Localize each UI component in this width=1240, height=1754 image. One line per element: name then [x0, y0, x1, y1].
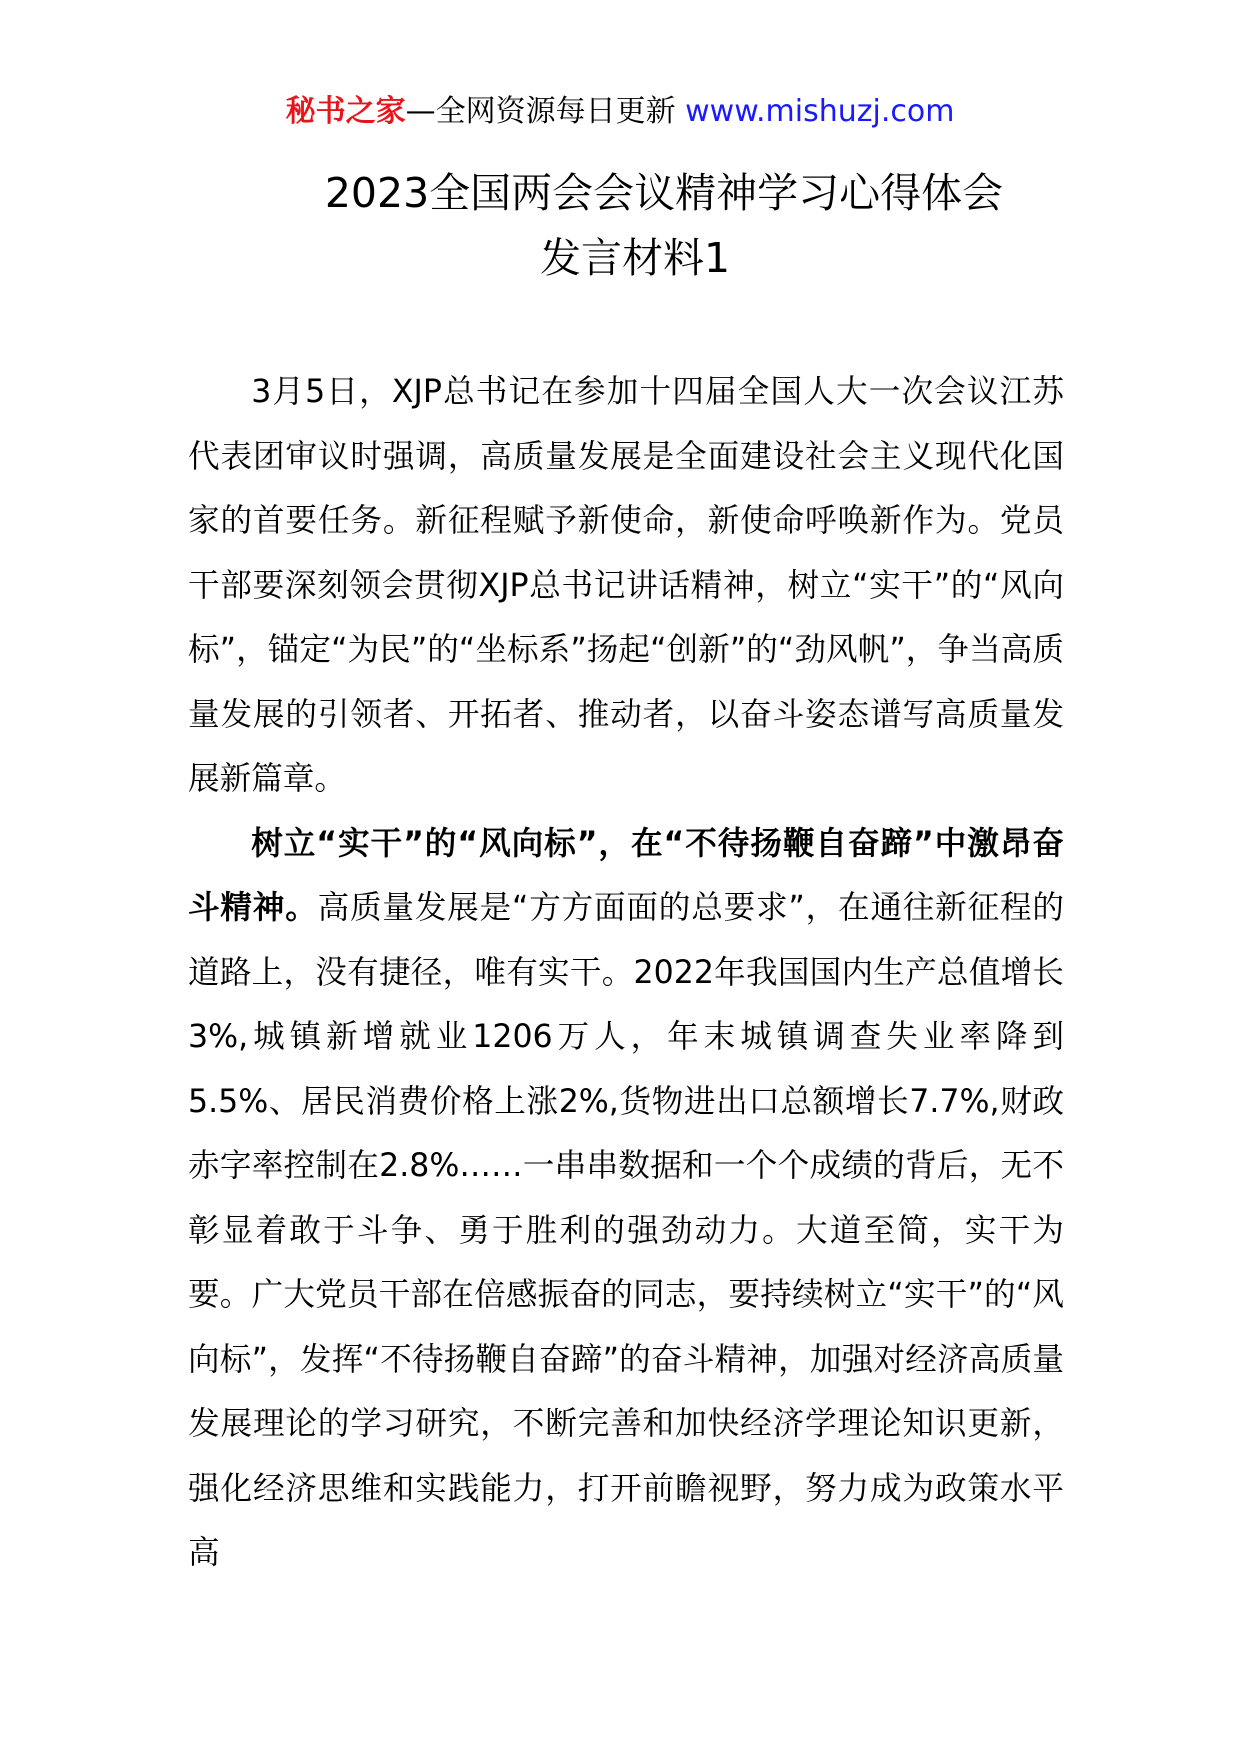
- section-body: 高质量发展是“方方面面的总要求”，在通往新征程的道路上，没有捷径，唯有实干。2022年我国国内生产总值增长3%,城镇新增就业1206万人，年末城镇调查失业率降到5.5%、居民消费价格上涨2%,货物进出口总额增长7.7%,财政赤字率控制在2.8%……一串串数据和一个个成绩的背后，无不彰显着敢于斗争、勇于胜利的强劲动力。大道至简，实干为要。广大党员干部在倍感振奋的同志，要持续树立“实干”的“风向标”，发挥“不待扬鞭自奋蹄”的奋斗精神，加强对经济高质量发展理论的学习研究，不断完善和加快经济学理论知识更新，强化经济思维和实践能力，打开前瞻视野，努力成为政策水平高: [188, 890, 1064, 1571]
- paragraph-section-1: [188, 812, 1064, 1586]
- site-url-link[interactable]: www.mishuzj.com: [685, 94, 955, 129]
- paragraph-intro: 3月5日，XJP总书记在参加十四届全国人大一次会议江苏代表团审议时强调，高质量发展是全面建设社会主义现代化国家的首要任务。新征程赋予新使命，新使命呼唤新作为。党员干部要深刻领会贯彻XJP总书记讲话精神，树立“实干”的“风向标”，锚定“为民”的“坐标系”扬起“创新”的“劲风帆”，争当高质量发展的引领者、开拓者、推动者，以奋斗姿态谱写高质量发展新篇章。: [188, 374, 1064, 797]
- header-tagline: —全网资源每日更新: [405, 94, 686, 129]
- site-header: [0, 92, 1240, 132]
- document-body: [188, 360, 1064, 1586]
- brand-name: 秘书之家: [285, 94, 406, 129]
- document-title-line-2: 发言材料1: [539, 234, 731, 282]
- section-heading: 树立“实干”的“风向标”，在“不待扬鞭自奋蹄”中激昂奋斗精神。: [188, 825, 1064, 926]
- document-title-line-1: 2023全国两会会议精神学习心得体会: [324, 169, 1004, 217]
